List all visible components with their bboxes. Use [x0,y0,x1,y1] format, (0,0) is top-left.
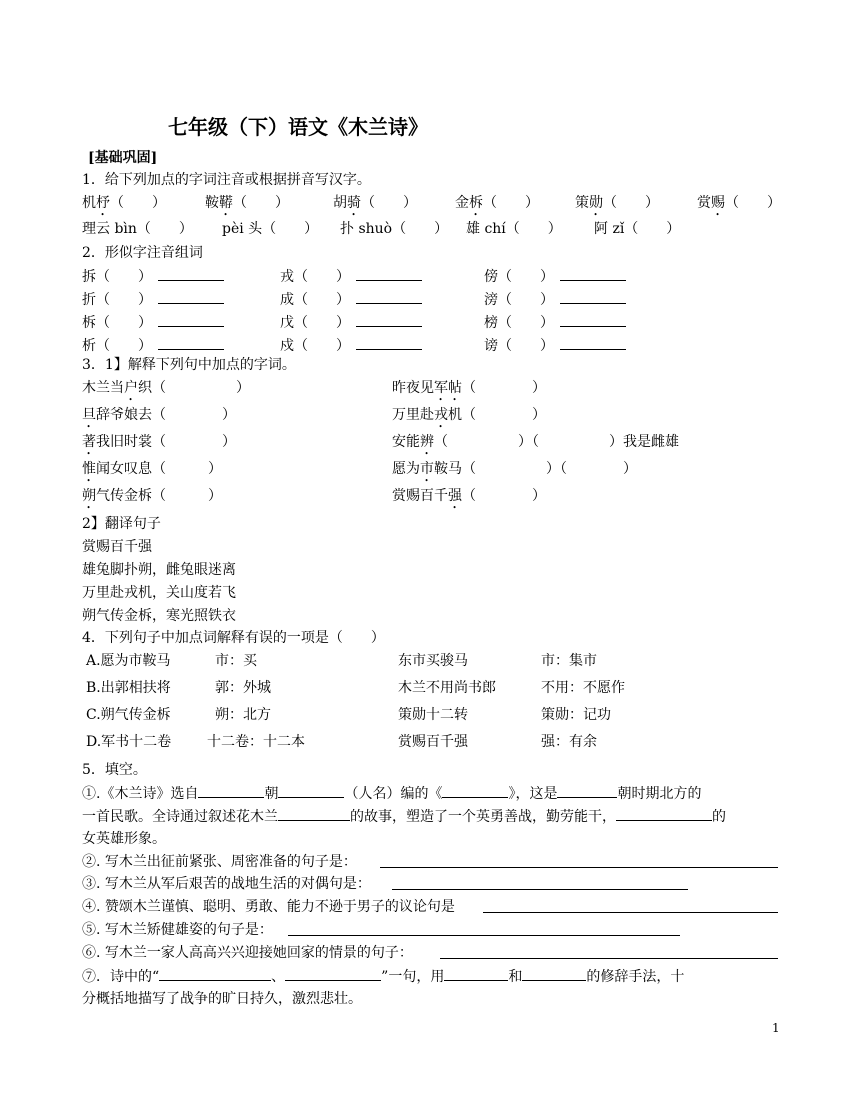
q3-sub2-heading: 2】翻译句子 [82,516,161,532]
q2-c1-r4: 析（ ） [82,335,224,356]
q3-left-2: 旦辞爷娘去（ ） [82,407,236,423]
q2-c1-r1: 拆（ ） [82,266,224,287]
q5-item-3-blank[interactable] [392,889,688,890]
q1-pinyin-2: pèi 头（ ） [222,221,319,237]
q4-a-lexp: 市：买 [215,653,257,669]
q3-translate-3: 万里赴戎机，关山度若飞 [82,585,236,601]
q4-c-lexp: 朔：北方 [215,707,271,723]
q4-a-right: 东市买骏马 [398,653,468,669]
q1-pinyin-5: 阿 zǐ（ ） [594,221,681,237]
q3-right-1: 昨夜见军帖（ ） [392,380,546,396]
q5-p1b: 一首民歌。全诗通过叙述花木兰 的故事，塑造了一个英勇善战，勤劳能干， 的 [82,806,726,827]
q2-c3-r3: 榜（ ） [484,312,626,333]
q4-b-rexp: 不用：不愿作 [541,680,625,696]
q2-c1-r2: 折（ ） [82,289,224,310]
q3-left-4: 惟闻女叹息（ ） [82,461,222,477]
q2-c3-r2: 滂（ ） [484,289,626,310]
q3-right-4: 愿为市鞍马（ ）（ ） [392,461,637,477]
q4-d-left: D.军书十二卷 [86,734,172,750]
q3-heading: 3．1】解释下列句中加点的字词。 [82,357,296,373]
q5-item-4-blank[interactable] [483,912,778,913]
q1-heading: 1．给下列加点的字词注音或根据拼音写汉字。 [82,172,371,188]
q1-item-6: 赏赐（ ） [697,195,781,211]
q3-left-5: 朔气传金柝（ ） [82,488,222,504]
q3-translate-4: 朔气传金柝，寒光照铁衣 [82,608,236,624]
q4-c-right: 策勋十二转 [398,707,468,723]
q1-pinyin-1: 理云 bìn（ ） [82,221,193,237]
q3-right-3: 安能辨（ ）（ ）我是雌雄 [392,434,679,450]
q2-c2-r1: 戎（ ） [280,266,422,287]
q1-pinyin-4: 雄 chí（ ） [466,221,562,237]
q5-p1c: 女英雄形象。 [82,831,166,847]
page-title: 七年级（下）语文《木兰诗》 [168,115,428,139]
q4-b-left: B.出郭相扶将 [86,680,171,696]
q5-p1: ①.《木兰诗》选自 朝 （人名）编的《 》，这是 朝时期北方的 [82,783,701,804]
q2-c2-r2: 成（ ） [280,289,422,310]
q3-right-2: 万里赴戎机（ ） [392,407,546,423]
q4-d-right: 赏赐百千强 [398,734,468,750]
q5-item-4: ④. 赞颂木兰谨慎、聪明、勇敢、能力不逊于男子的议论句是 [82,899,455,915]
q5-item-5-blank[interactable] [288,935,680,936]
section-basic-label: [基础巩固] [88,150,158,166]
q5-p7: ⑦．诗中的“ 、 ”一句，用 和 的修辞手法，十 [82,966,684,987]
q5-item-2-blank[interactable] [380,867,778,868]
q2-c3-r4: 谤（ ） [484,335,626,356]
q2-heading: 2．形似字注音组词 [82,245,203,261]
q5-p7b: 分概括地描写了战争的旷日持久，激烈悲壮。 [82,991,362,1007]
q4-d-lexp: 十二卷：十二本 [207,734,305,750]
q1-item-5: 策勋（ ） [575,195,659,211]
q4-d-rexp: 强：有余 [541,734,597,750]
q1-item-3: 胡骑（ ） [333,195,417,211]
q4-heading: 4．下列句子中加点词解释有误的一项是（ ） [82,630,385,646]
q5-item-6-blank[interactable] [440,958,778,959]
q2-c2-r4: 戍（ ） [280,335,422,356]
q4-c-rexp: 策勋：记功 [541,707,611,723]
q1-item-2: 鞍鞯（ ） [205,195,289,211]
q3-translate-1: 赏赐百千强 [82,539,152,555]
q5-item-2: ②. 写木兰出征前紧张、周密准备的句子是： [82,854,357,870]
q3-right-5: 赏赐百千强（ ） [392,488,546,504]
q4-b-lexp: 郭：外城 [215,680,271,696]
q1-item-4: 金柝（ ） [455,195,539,211]
q3-left-3: 著我旧时裳（ ） [82,434,236,450]
q3-left-1: 木兰当户织（ ） [82,380,250,396]
q1-pinyin-3: 扑 shuò（ ） [340,221,449,237]
q3-translate-2: 雄兔脚扑朔，雌兔眼迷离 [82,562,236,578]
page-number: 1 [772,1021,780,1035]
q4-a-left: A.愿为市鞍马 [86,653,171,669]
q2-c3-r1: 傍（ ） [484,266,626,287]
q4-a-rexp: 市：集市 [541,653,597,669]
q5-item-5: ⑤. 写木兰矫健雄姿的句子是： [82,922,273,938]
q4-b-right: 木兰不用尚书郎 [398,680,496,696]
q5-item-6: ⑥. 写木兰一家人高高兴兴迎接她回家的情景的句子： [82,945,413,961]
q2-c2-r3: 戊（ ） [280,312,422,333]
q1-item-1: 机杼（ ） [82,195,166,211]
q5-item-3: ③. 写木兰从军后艰苦的战地生活的对偶句是： [82,876,371,892]
q4-c-left: C.朔气传金柝 [86,707,171,723]
q5-heading: 5．填空。 [82,762,147,778]
q2-c1-r3: 柝（ ） [82,312,224,333]
